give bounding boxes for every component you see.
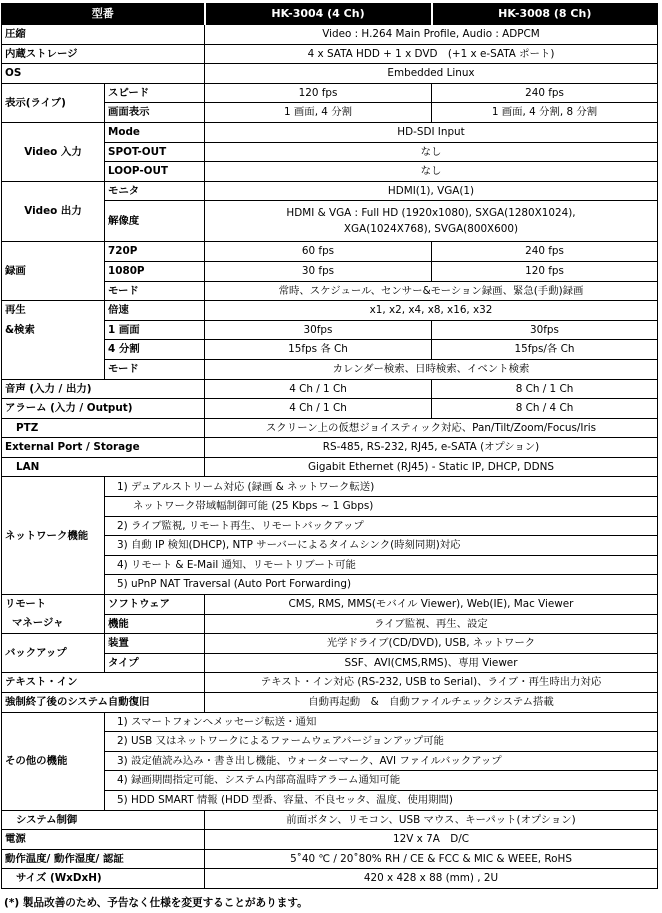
video-out-label: Video 出力 [2,181,105,242]
row-backup-device [2,634,658,654]
row-os [2,64,658,84]
row-record-720p [2,242,658,262]
playback-label-2: &検索 [2,320,105,340]
os-label: OS [2,64,205,84]
audio-v2: 8 Ch / 1 Ch [432,379,658,399]
display-screen-label: 画面表示 [105,103,205,123]
display-speed-label: スピード [105,83,205,103]
playback-single-label: 1 画面 [105,320,205,340]
spec-table [1,3,658,889]
lan-value: Gigabit Ethernet (RJ45) - Static IP, DHCP, DDNS [205,457,658,477]
audio-label: 音声 (入力 / 出力) [2,379,205,399]
remote-function-label: 機能 [105,614,205,634]
display-label: 表示(ライブ) [2,83,105,122]
network-item: 2) ライブ監視, リモート再生、リモートバックアップ [105,516,658,536]
row-playback-speed [2,301,658,321]
row-network-1 [2,477,658,497]
record-label: 録画 [2,242,105,301]
record-mode-label: モード [105,281,205,301]
playback-single-v2: 30fps [432,320,658,340]
row-env [2,849,658,869]
playback-label-spacer-2 [2,359,105,379]
lan-label: LAN [2,457,205,477]
video-out-monitor-value: HDMI(1), VGA(1) [205,181,658,201]
video-out-resolution-line2: XGA(1024X768), SVGA(800X600) [343,223,519,236]
recovery-label: 強制終了後のシステム自動復旧 [2,693,205,713]
playback-quad-label: 4 分割 [105,340,205,360]
record-1080p-v2: 120 fps [432,261,658,281]
network-item: 4) リモート & E-Mail 通知、リモートリブート可能 [105,555,658,575]
other-item: 5) HDD SMART 情報 (HDD 型番、容量、不良セッタ、温度、使用期間) [105,790,658,810]
row-playback-mode [2,359,658,379]
header-row [2,4,658,25]
record-1080p-label: 1080P [105,261,205,281]
row-ext-port [2,438,658,458]
system-ctrl-label: システム制御 [2,810,205,830]
footnote: (*) 製品改善のため、予告なく仕様を変更することがあります。 [4,897,308,909]
display-screen-v2: 1 画面, 4 分割, 8 分割 [432,103,658,123]
row-text-in [2,673,658,693]
power-value: 12V x 7A D/C [205,830,658,850]
playback-quad-v1: 15fps 各 Ch [205,340,432,360]
row-display-speed [2,83,658,103]
row-video-in-mode [2,122,658,142]
record-mode-value: 常時、スケジュール、センサー&モーション録画、緊急(手動)録画 [205,281,658,301]
other-label: その他の機能 [2,712,105,810]
video-out-resolution-value [205,201,658,242]
size-label: サイズ (WxDxH) [2,869,205,889]
row-system-ctrl [2,810,658,830]
video-in-loop-label: LOOP-OUT [105,162,205,182]
size-value: 420 x 428 x 88 (mm) , 2U [205,869,658,889]
backup-device-value: 光学ドライブ(CD/DVD), USB, ネットワーク [205,634,658,654]
ptz-label: PTZ [2,418,205,438]
remote-software-value: CMS, RMS, MMS(モバイル Viewer), Web(IE), Mac Viewer [205,595,658,615]
env-label: 動作温度/ 動作湿度/ 認証 [2,849,205,869]
alarm-v1: 4 Ch / 1 Ch [205,399,432,419]
remote-function-value: ライブ監視、再生、設定 [205,614,658,634]
row-compression [2,25,658,45]
network-item: 3) 自動 IP 検知(DHCP), NTP サーバーによるタイムシンク(時刻同期)対応 [105,536,658,556]
network-item: ネットワーク帯域幅制御可能 (25 Kbps ~ 1 Gbps) [105,497,658,517]
other-item: 4) 録画期間指定可能、システム内部高温時アラーム通知可能 [105,771,658,791]
row-power [2,830,658,850]
alarm-label: アラーム (入力 / Output) [2,399,205,419]
compression-label: 圧縮 [2,25,205,45]
header-model: 型番 [2,4,205,25]
row-alarm [2,399,658,419]
other-item: 2) USB 又はネットワークによるファームウェアバージョンアップ可能 [105,732,658,752]
playback-single-v1: 30fps [205,320,432,340]
playback-speed-label: 倍速 [105,301,205,321]
video-out-resolution-label: 解像度 [105,201,205,242]
row-recovery [2,693,658,713]
text-in-value: テキスト・イン対応 (RS-232, USB to Serial)、ライブ・再生時出力対応 [205,673,658,693]
row-playback-quad [2,340,658,360]
playback-mode-value: カレンダー検索、日時検索、イベント検索 [205,359,658,379]
video-in-mode-label: Mode [105,122,205,142]
video-in-label: Video 入力 [2,122,105,181]
alarm-v2: 8 Ch / 4 Ch [432,399,658,419]
backup-type-label: タイプ [105,653,205,673]
ext-port-label: External Port / Storage [2,438,205,458]
storage-value: 4 x SATA HDD + 1 x DVD (+1 x e-SATA ポート) [205,44,658,64]
record-720p-v2: 240 fps [432,242,658,262]
video-in-mode-value: HD-SDI Input [205,122,658,142]
system-ctrl-value: 前面ボタン、リモコン、USB マウス、キーパット(オプション) [205,810,658,830]
display-screen-v1: 1 画面, 4 分割 [205,103,432,123]
row-remote-software [2,595,658,615]
network-item: 5) uPnP NAT Traversal (Auto Port Forwarding) [105,575,658,595]
remote-label-1: リモート [2,595,105,615]
compression-value: Video : H.264 Main Profile, Audio : ADPCM [205,25,658,45]
header-hk3008: HK-3008 (8 Ch) [432,4,658,25]
row-ptz [2,418,658,438]
audio-v1: 4 Ch / 1 Ch [205,379,432,399]
backup-label: バックアップ [2,634,105,673]
video-out-monitor-label: モニタ [105,181,205,201]
remote-software-label: ソフトウェア [105,595,205,615]
row-audio [2,379,658,399]
ext-port-value: RS-485, RS-232, RJ45, e-SATA (オプション) [205,438,658,458]
video-in-spot-label: SPOT-OUT [105,142,205,162]
playback-label-spacer-1 [2,340,105,360]
video-in-loop-value: なし [205,162,658,182]
video-out-resolution-line1: HDMI & VGA : Full HD (1920x1080), SXGA(1280X1024), [286,206,576,219]
row-video-out-monitor [2,181,658,201]
playback-mode-label: モード [105,359,205,379]
network-label: ネットワーク機能 [2,477,105,595]
text-in-label: テキスト・イン [2,673,205,693]
playback-quad-v2: 15fps/各 Ch [432,340,658,360]
record-720p-label: 720P [105,242,205,262]
row-storage [2,44,658,64]
power-label: 電源 [2,830,205,850]
video-in-spot-value: なし [205,142,658,162]
env-value: 5˚40 ℃ / 20˚80% RH / CE & FCC & MIC & WEEE, RoHS [205,849,658,869]
row-other-1 [2,712,658,732]
network-item: 1) デュアルストリーム対応 (録画 & ネットワーク転送) [105,477,658,497]
row-remote-function [2,614,658,634]
other-item: 1) スマートフォンへメッセージ転送・通知 [105,712,658,732]
row-lan [2,457,658,477]
row-playback-single [2,320,658,340]
backup-type-value: SSF、AVI(CMS,RMS)、専用 Viewer [205,653,658,673]
other-item: 3) 設定値読み込み・書き出し機能、ウォーターマーク、AVI ファイルバックアップ [105,751,658,771]
record-1080p-v1: 30 fps [205,261,432,281]
row-size [2,869,658,889]
playback-label-1: 再生 [2,301,105,321]
display-speed-v2: 240 fps [432,83,658,103]
os-value: Embedded Linux [205,64,658,84]
record-720p-v1: 60 fps [205,242,432,262]
storage-label: 内蔵ストレージ [2,44,205,64]
display-speed-v1: 120 fps [205,83,432,103]
header-hk3004: HK-3004 (4 Ch) [205,4,432,25]
backup-device-label: 装置 [105,634,205,654]
recovery-value: 自動再起動 & 自動ファイルチェックシステム搭載 [205,693,658,713]
remote-label-2: マネージャ [2,614,105,634]
ptz-value: スクリーン上の仮想ジョイスティック対応、Pan/Tilt/Zoom/Focus/Iris [205,418,658,438]
playback-speed-value: x1, x2, x4, x8, x16, x32 [205,301,658,321]
